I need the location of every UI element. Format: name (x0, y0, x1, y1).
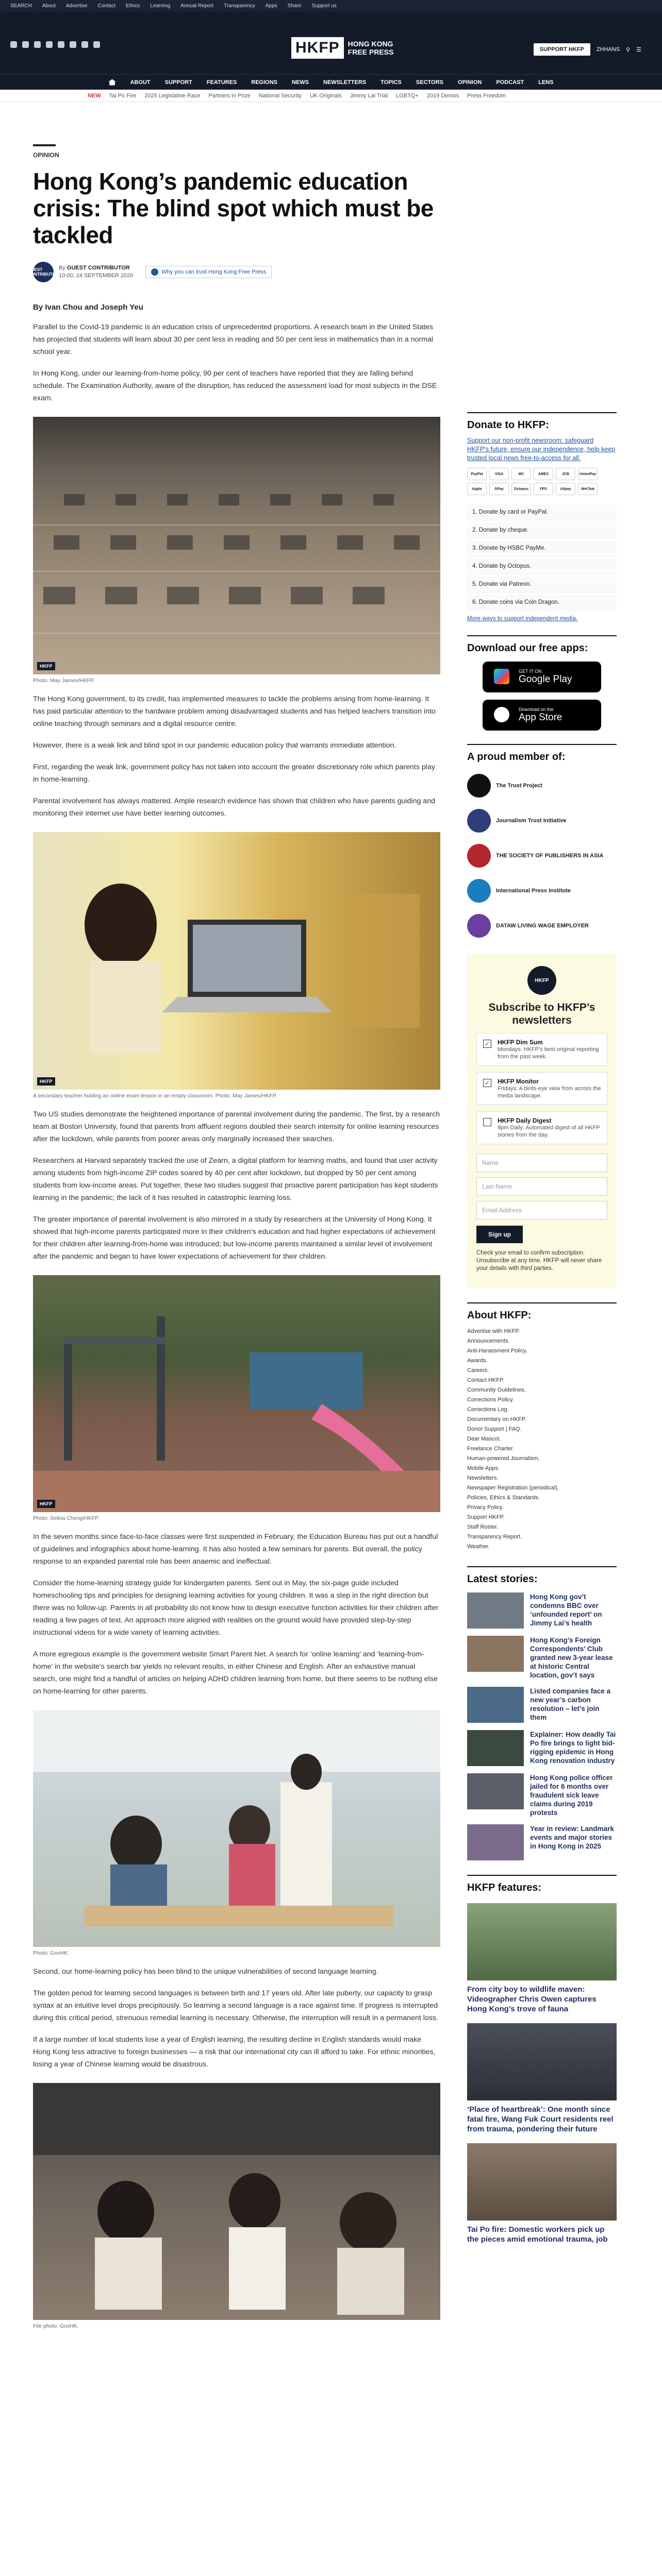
sopa-icon (467, 844, 491, 868)
nav-item[interactable]: LENS (538, 79, 554, 86)
telegram-icon[interactable] (81, 41, 88, 48)
checkbox[interactable]: ✓ (483, 1079, 491, 1087)
octopus-icon: Octopus (511, 483, 531, 495)
app-store-button[interactable] (483, 700, 601, 731)
donate-options (467, 504, 617, 611)
feature-thumbnail (467, 1903, 617, 1980)
paragraph: If a large number of local students lose a year of English learning, the resulting decline in English standards would make Hong Kong less attractive to foreign businesses — a risk that our international city can ill afford to take. For ethnic minorities, losing a year of Chinese learning would be disastrous. (33, 2036, 436, 2069)
last-name-field[interactable]: Last Name (476, 1177, 607, 1196)
story-item[interactable] (467, 1824, 617, 1860)
about-title: About HKFP: (467, 1310, 532, 1321)
visa-icon: VISA (489, 468, 509, 480)
about-link[interactable]: Awards. (467, 1358, 488, 1364)
newsletter-option[interactable] (476, 1033, 607, 1066)
nav-item[interactable]: REGIONS (251, 79, 278, 86)
main-nav (0, 74, 662, 90)
feature-item[interactable] (467, 2143, 617, 2244)
story-thumbnail (467, 1730, 524, 1766)
paragraph: Researchers at Harvard separately tracked the use of Zearn, a digital platform for learning maths, and found that user activity among students from high-income ZIP codes soared by 40 per cent after lockdown, but dropped by 50 per cent among students from low-income areas. Put together, these two studies suggest that proactive parent participation has kept students learning in the pandemic; the lack of it has resulted in catastrophic learning loss. (33, 1157, 438, 1202)
store-big-label: Google Play (519, 674, 572, 685)
article-photo (33, 1710, 440, 1956)
about-link[interactable]: Corrections Policy. (467, 1397, 514, 1403)
google-play-button[interactable] (483, 662, 601, 692)
about-link[interactable]: Support HKFP. (467, 1514, 505, 1520)
utility-link[interactable]: Support us (311, 3, 337, 9)
youtube-icon[interactable] (46, 41, 53, 48)
newsletter-desc: 9pm Daily: Automated digest of all HKFP stories from the day. (498, 1125, 600, 1138)
menu-icon[interactable]: ☰ (636, 46, 641, 53)
paragraph: Consider the home-learning strategy guide for kindergarten parents. Sent out in May, the six-page guide included homeschooling tips and principles for designing learning activities for young children. It was a step in the right direction but there was no follow-up. Parents in all probability do not know how to design executive function activities for their children after reading a few pages of text. An approach more aligned with realities on the ground would have provided step-by-step instructional videos for a wide variety of learning activities. (33, 1579, 439, 1637)
utility-link[interactable]: Transparency (224, 3, 255, 9)
paragraph: A more egregious example is the government website Smart Parent Net. A search for ‘online learning’ and ‘learning-from-home’ in the website’s search bar yields no relevant results, in either Chinese and English. After an exhaustive manual search, one might find a handful of articles on helping ADHD children learning from home, but there seems to be nothing else on home-learning for other parents. (33, 1650, 438, 1696)
about-link[interactable]: Policies, Ethics & Standards. (467, 1495, 540, 1501)
logo-text: HONG KONG FREE PRESS (347, 40, 394, 56)
checkbox[interactable] (483, 1118, 491, 1126)
member-title: A proud member of: (467, 751, 566, 762)
story-thumbnail (467, 1687, 524, 1723)
online-lesson-illustration (33, 832, 440, 1090)
about-link[interactable]: Weather. (467, 1544, 490, 1550)
donate-option[interactable]: 1. Donate by card or PayPal. (467, 504, 617, 520)
googlepay-icon: GPay (489, 483, 509, 495)
paragraph: The golden period for learning second languages is between birth and 17 years old. After late puberty, our capacity to grasp syntax at an intuitive level drops precipitously. So learning a second language is a race against time. If progress is interrupted during this critical period, strenuous remedial learning is necessary. Otherwise, the interruption will result in a permanent loss. (33, 1989, 438, 2022)
story-item[interactable] (467, 1592, 617, 1629)
section-rule (33, 144, 56, 146)
trending-link[interactable]: Partners in Prize (208, 92, 251, 99)
about-link[interactable]: Transparency Report. (467, 1534, 522, 1540)
latest-stories (467, 1592, 617, 1860)
about-link[interactable]: Corrections Log. (467, 1406, 509, 1413)
students-illustration (33, 2083, 440, 2320)
instagram-icon[interactable] (34, 41, 41, 48)
article-photo (33, 417, 440, 684)
member-name: THE SOCIETY OF PUBLISHERS IN ASIA (496, 852, 604, 859)
first-name-field[interactable]: Name (476, 1154, 607, 1172)
publish-date: 10:00, 24 SEPTEMBER 2020 (59, 273, 134, 279)
apps-title: Download our free apps: (467, 642, 588, 654)
newsletter-option[interactable] (476, 1072, 607, 1105)
section-label[interactable]: OPINION (33, 151, 59, 159)
alipay-icon: Alipay (556, 483, 575, 495)
member-logo[interactable] (467, 843, 617, 868)
author-prefix: By (59, 265, 65, 271)
story-thumbnail (467, 1824, 524, 1860)
utility-link[interactable]: Learning (150, 3, 171, 9)
nav-item[interactable]: OPINION (457, 79, 482, 86)
wechatpay-icon: WeChat (578, 483, 598, 495)
newsletter-logo: HKFP (527, 966, 556, 995)
about-link[interactable]: Mobile Apps. (467, 1465, 500, 1471)
mastercard-icon: MC (511, 468, 531, 480)
story-thumbnail (467, 1636, 524, 1672)
trending-link[interactable]: LGBTQ+ (396, 92, 419, 99)
utility-link[interactable]: Advertise (65, 3, 88, 9)
about-link[interactable]: Dear Mascot. (467, 1436, 501, 1442)
sidebar (467, 412, 617, 2244)
header-actions (534, 43, 641, 56)
photo-watermark: HKFP (37, 1077, 55, 1086)
classroom-illustration (33, 1710, 440, 1947)
story-title: Hong Kong police officer jailed for 6 months over fraudulent sick leave claims during 2019 protests (530, 1774, 613, 1817)
article-headline: Hong Kong’s pandemic education crisis: The blind spot which must be tackled (33, 168, 434, 248)
facebook-icon[interactable] (10, 41, 17, 48)
newsletter-box (467, 954, 617, 1288)
trust-label: Why you can trust Hong Kong Free Press (161, 269, 267, 275)
online-lesson-photo (33, 832, 440, 1090)
member-name: International Press Institute (496, 887, 571, 894)
donate-option[interactable]: 5. Donate via Patreon. (467, 577, 617, 592)
article-photo (33, 2083, 440, 2329)
story-thumbnail (467, 1592, 524, 1629)
paragraph: In Hong Kong, under our learning-from-home policy, 90 per cent of teachers have reported that they are falling behind schedule. The Examination Authority, aware of the disruption, has reduced the assessment load for most subjects in the DSE exam. (33, 369, 437, 402)
payment-icons (467, 468, 617, 495)
member-name: The Trust Project (496, 782, 542, 789)
article-photo (33, 832, 440, 1099)
playground-photo (33, 1275, 440, 1512)
author-avatar: GUEST CONTRIBUTOR (33, 262, 54, 282)
linkedin-icon[interactable] (58, 41, 64, 48)
member-logo[interactable] (467, 913, 617, 938)
google-play-icon (494, 669, 509, 684)
nav-item[interactable]: SUPPORT (164, 79, 192, 86)
support-button[interactable]: SUPPORT HKFP (534, 43, 590, 56)
about-link[interactable]: Contact HKFP. (467, 1377, 504, 1383)
donate-text (467, 436, 617, 463)
newsletter-title: Subscribe to HKFP’s newsletters (488, 1002, 595, 1026)
about-link[interactable]: Newspaper Registration (periodical). (467, 1485, 559, 1491)
story-title: Listed companies face a new year’s carbon resolution – let’s join them (530, 1687, 611, 1721)
trending-link[interactable]: National Security (258, 92, 302, 99)
feature-title: ‘Place of heartbreak’: One month since fatal fire, Wang Fuk Court residents reel from trauma, pondering their future (467, 2105, 614, 2133)
story-title: Hong Kong gov’t condemns BBC over ‘unfounded report’ on Jimmy Lai’s health (530, 1593, 602, 1627)
trust-link[interactable] (145, 266, 272, 278)
newsletter-desc: Fridays: A birds-eye view from across the media landscape. (498, 1086, 601, 1099)
feature-thumbnail (467, 2023, 617, 2100)
home-icon[interactable] (109, 79, 116, 86)
newsletter-name: HKFP Monitor (498, 1078, 539, 1085)
utility-link[interactable]: Share (287, 3, 302, 9)
email-field[interactable]: Email Address (476, 1201, 607, 1219)
newsletter-name: HKFP Daily Digest (498, 1117, 552, 1124)
authors-line: By Ivan Chou and Joseph Yeu (33, 303, 143, 312)
ipi-icon (467, 879, 491, 903)
section-rule (467, 635, 617, 636)
paypal-icon: PayPal (467, 468, 487, 480)
photo-caption: Photo: Selina Cheng/HKFP. (33, 1515, 100, 1521)
feature-item[interactable] (467, 2023, 617, 2134)
about-link[interactable]: Advertise with HKFP. (467, 1328, 520, 1334)
article (28, 113, 440, 2329)
nav-item[interactable]: FEATURES (206, 79, 237, 86)
apple-icon (494, 707, 509, 722)
exam-hall-illustration (33, 417, 440, 674)
article-photo (33, 1275, 440, 1521)
jcb-icon: JCB (556, 468, 575, 480)
about-link[interactable]: Careers. (467, 1367, 489, 1374)
applepay-icon: Apple (467, 483, 487, 495)
site-logo[interactable] (291, 37, 394, 59)
about-link[interactable]: Anti-Harassment Policy. (467, 1348, 527, 1354)
story-item[interactable] (467, 1730, 617, 1766)
nav-item[interactable]: SECTORS (416, 79, 443, 86)
donate-option[interactable]: 4. Donate by Octopus. (467, 558, 617, 574)
donate-option[interactable]: 2. Donate by cheque. (467, 522, 617, 538)
social-icons (10, 41, 100, 48)
story-title: Explainer: How deadly Tai Po fire brings to light bid-rigging epidemic in Hong Kong renovation industry (530, 1731, 616, 1765)
feature-thumbnail (467, 2143, 617, 2221)
about-link[interactable]: Staff Roster. (467, 1524, 499, 1530)
donate-text-link[interactable]: Support our non-profit newsroom: safeguard HKFP's future, ensure our independence, help keep trusted local news free-to-access for all. (467, 437, 616, 462)
member-logo[interactable] (467, 878, 617, 903)
byline (28, 262, 440, 282)
photo-caption: Photo: GovHK. (33, 1950, 70, 1956)
trust-icon (151, 268, 158, 276)
member-logos (467, 773, 617, 938)
section-rule (467, 1566, 617, 1567)
member-name: DATAW LIVING WAGE EMPLOYER (496, 922, 589, 929)
classroom-photo (33, 1710, 440, 1947)
x-icon[interactable] (22, 41, 29, 48)
about-link[interactable]: Newsletters. (467, 1475, 499, 1481)
trending-link[interactable]: Jimmy Lai Trial (350, 92, 388, 99)
article-body (33, 321, 440, 2329)
member-logo[interactable] (467, 773, 617, 798)
paragraph: The greater importance of parental involvement is also mirrored in a study by researchers at the University of Hong Kong. It showed that high-income parents participated more in their children’s education and had higher expectations of achievement for their children after learning-from-home was introduced; but low-income parents maintained a similar level of involvement after the pandemic and began to have lower expectations of achievement for their children. (33, 1215, 436, 1261)
paragraph: Parental involvement has always mattered. Ample research evidence has shown that children who have parents guiding and monitoring their internet use have better learning outcomes. (33, 797, 435, 818)
photo-caption: File photo: GovHK. (33, 2323, 79, 2329)
nav-item[interactable]: NEWS (292, 79, 309, 86)
about-link[interactable]: Announcements. (467, 1338, 510, 1344)
about-link[interactable]: Donor Support | FAQ. (467, 1426, 522, 1432)
newsletter-note: Check your email to confirm subscription. Unsubscribe at any time. HKFP will never share your details with third parties. (476, 1250, 602, 1272)
nav-item[interactable]: ABOUT (130, 79, 151, 86)
paragraph: Second, our home-learning policy has been blind to the unique vulnerabilities of second language learning. (33, 1968, 378, 1976)
member-name: Journalism Trust Initiative (496, 817, 567, 824)
search-link[interactable]: SEARCH (10, 3, 32, 9)
playground-illustration (33, 1275, 440, 1512)
story-item[interactable] (467, 1687, 617, 1723)
checkbox[interactable]: ✓ (483, 1040, 491, 1048)
logo-mark: HKFP (291, 37, 344, 59)
about-link[interactable]: Documentary on HKFP. (467, 1416, 526, 1422)
newsletter-option[interactable] (476, 1111, 607, 1144)
features-title: HKFP features: (467, 1882, 542, 1893)
section-rule (467, 1302, 617, 1303)
utility-links (42, 3, 337, 9)
story-item[interactable] (467, 1636, 617, 1680)
paragraph: However, there is a weak link and blind spot in our pandemic education policy that warrants immediate attention. (33, 741, 396, 750)
utility-link[interactable]: Ethics (125, 3, 140, 9)
photo-caption: A secondary teacher holding an online exam lesson in an empty classroom. Photo: May James/HKFP. (33, 1093, 277, 1099)
about-link[interactable]: Privacy Policy. (467, 1504, 504, 1511)
about-link[interactable]: Freelance Charter. (467, 1446, 515, 1452)
store-small-label: Download on the (519, 707, 554, 712)
newsletter-desc: Mondays: HKFP's best original reporting from the past week. (498, 1046, 599, 1060)
signup-button[interactable]: Sign up (476, 1226, 523, 1243)
paragraph: First, regarding the weak link, government policy has not taken into account the greater discretionary role which parents play in home-learning. (33, 763, 435, 784)
threads-icon[interactable] (70, 41, 76, 48)
paragraph: In the seven months since face-to-face classes were first suspended in February, the Education Bureau has put out a handful of guidelines and infographics about home-learning. It has also hosted a few seminars for parents. But overall, the policy response to an expanded parental role has been anaemic and ineffectual. (33, 1533, 438, 1566)
trending-badge: NEW (88, 92, 101, 99)
about-link[interactable]: Community Guidelines. (467, 1387, 526, 1393)
member-logo[interactable] (467, 808, 617, 833)
more-ways-link[interactable]: More ways to support independent media. (467, 616, 578, 622)
utility-link[interactable]: Contact (97, 3, 115, 9)
utility-link[interactable]: Apps (265, 3, 277, 9)
utility-link[interactable]: About (42, 3, 56, 9)
section-rule (467, 1875, 617, 1876)
newsletter-name: HKFP Dim Sum (498, 1039, 543, 1046)
search-icon[interactable]: ⚲ (626, 46, 631, 53)
story-thumbnail (467, 1773, 524, 1809)
jti-icon (467, 809, 491, 833)
language-link[interactable]: ZHHANS (596, 46, 620, 53)
photo-caption: Photo: May James/HKFP. (33, 677, 95, 684)
fps-icon: FPS (534, 483, 553, 495)
feature-title: From city boy to wildlife maven: Videographer Chris Owen captures Hong Kong’s trove of fauna (467, 1985, 597, 2013)
nav-item[interactable]: PODCAST (496, 79, 524, 86)
utility-link[interactable]: Annual Report (180, 3, 214, 9)
donate-option[interactable]: 3. Donate by HSBC PayMe. (467, 540, 617, 556)
trending-link[interactable]: UK Originals (309, 92, 342, 99)
about-link[interactable]: Human-powered Journalism. (467, 1455, 540, 1462)
unionpay-icon: UnionPay (578, 468, 598, 480)
latest-title: Latest stories: (467, 1573, 538, 1585)
author-name[interactable]: GUEST CONTRIBUTOR (67, 265, 130, 271)
trending-bar (0, 90, 662, 102)
paragraph: Two US studies demonstrate the heightened importance of parental involvement during the pandemic. The first, by a research team at Boston University, found that parents from affluent regions doubled their search intensity for online learning resources after the lockdown, while parents from poorer areas only marginally increased their searches. (33, 1110, 440, 1143)
top-utility-bar (0, 0, 662, 11)
amex-icon: AMEX (534, 468, 553, 480)
paragraph: Parallel to the Covid-19 pandemic is an education crisis of unprecedented proportions. A research team in the United States has projected that students will learn about 30 per cent less in reading and 50 per cent less in mathematics than in a normal school year. (33, 323, 434, 356)
living-wage-icon (467, 914, 491, 938)
trust-project-icon (467, 774, 491, 798)
section-rule (467, 744, 617, 745)
trending-link[interactable]: Tai Po Fire (109, 92, 137, 99)
story-title: Year in review: Landmark events and major stories in Hong Kong in 2025 (530, 1825, 614, 1850)
store-big-label: App Store (519, 712, 562, 723)
feature-title: Tai Po fire: Domestic workers pick up the pieces amid emotional trauma, job (467, 2225, 608, 2244)
feature-stories (467, 1903, 617, 2244)
trending-link[interactable]: Press Freedom (467, 92, 506, 99)
story-title: Hong Kong’s Foreign Correspondents’ Club granted new 3-year lease at historic Central location, gov’t says (530, 1636, 613, 1679)
photo-watermark: HKFP (37, 662, 55, 670)
feature-item[interactable] (467, 1903, 617, 2014)
photo-watermark: HKFP (37, 1500, 55, 1508)
trending-link[interactable]: 2019 Demos (426, 92, 459, 99)
byline-meta (59, 264, 133, 280)
donate-option[interactable]: 6. Donate coins via Coin Dragon. (467, 595, 617, 611)
nav-item[interactable]: TOPICS (380, 79, 402, 86)
about-links (467, 1327, 617, 1552)
rss-icon[interactable] (93, 41, 100, 48)
students-photo (33, 2083, 440, 2320)
section-rule (467, 412, 617, 413)
story-item[interactable] (467, 1773, 617, 1817)
store-small-label: GET IT ON (519, 669, 542, 674)
site-header (0, 11, 662, 74)
nav-item[interactable]: NEWSLETTERS (323, 79, 367, 86)
paragraph: The Hong Kong government, to its credit, has implemented measures to tackle the problems arising from home-learning. It has paid particular attention to the hardware problem among disadvantaged students and has helped teachers transition into online teaching through seminars and a digital resource centre. (33, 695, 436, 728)
donate-title: Donate to HKFP: (467, 419, 549, 431)
exam-hall-photo (33, 417, 440, 674)
trending-link[interactable]: 2025 Legislative Race (144, 92, 201, 99)
